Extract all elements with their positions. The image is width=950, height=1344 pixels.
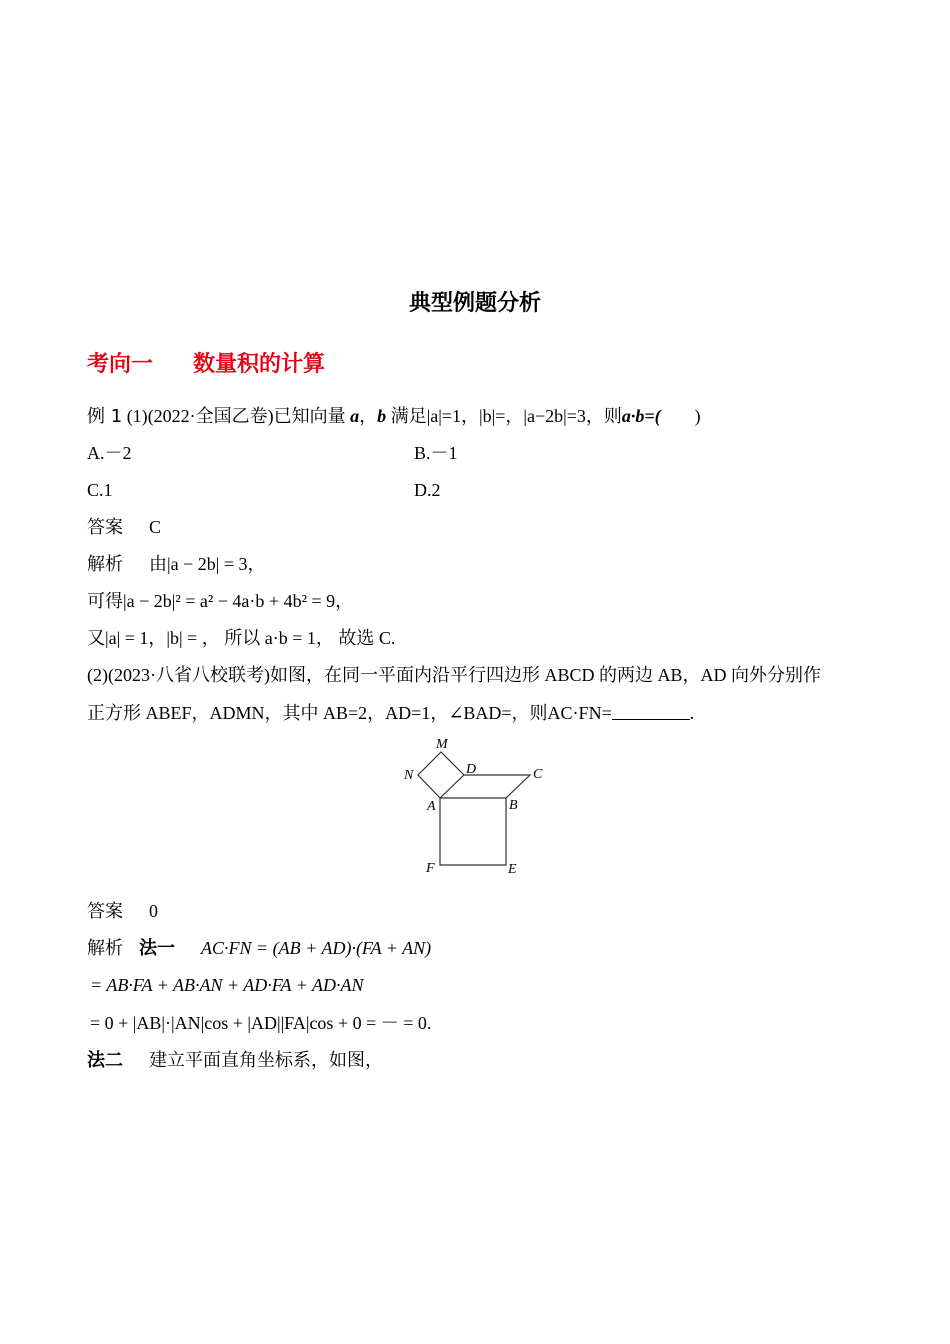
method-1-expr-1: AC·FN = (AB + AD)·(FA + AN) bbox=[201, 938, 432, 958]
option-b: B.－1 bbox=[414, 443, 458, 463]
option-c: C.1 bbox=[87, 480, 113, 500]
end-period: . bbox=[689, 703, 695, 723]
answer-label: 答案 bbox=[87, 517, 123, 538]
method-1-expr-3: = 0 + |AB|·|AN|cos + |AD||FA|cos + 0 = － = 0. bbox=[90, 1013, 432, 1033]
method-1-label: 法一 bbox=[139, 938, 175, 959]
label-b: B bbox=[509, 798, 518, 813]
answer-1 bbox=[87, 515, 161, 540]
page-title: 典型例题分析 bbox=[408, 290, 541, 315]
condition-3: |a−2b|=3， bbox=[523, 406, 604, 426]
analysis-label: 解析 bbox=[87, 554, 123, 575]
analysis-2-label: 解析 bbox=[87, 938, 123, 959]
condition-1: |a|=1， bbox=[426, 406, 480, 426]
vector-b: b bbox=[377, 406, 387, 426]
example-label: 例 1 bbox=[87, 406, 123, 427]
analysis-step-2: 可得|a − 2b|² = a² − 4a·b + 4b² = 9， bbox=[87, 591, 354, 611]
paren-close: ) bbox=[694, 406, 701, 426]
option-a: A.－2 bbox=[87, 443, 132, 463]
part-2-stem-line-2 bbox=[87, 701, 694, 725]
answer-2 bbox=[87, 899, 158, 924]
analysis-1-line-1 bbox=[87, 552, 266, 577]
answer-2-label: 答案 bbox=[87, 901, 123, 922]
part-2-source: (2023·八省八校联考) bbox=[108, 665, 270, 685]
source: (2022·全国乙卷) bbox=[147, 406, 274, 426]
analysis-step-3: 又|a| = 1，|b| = ， 所以 a·b = 1， 故选 C. bbox=[87, 628, 396, 648]
section-heading bbox=[87, 347, 325, 378]
label-f: F bbox=[426, 861, 435, 876]
part-2-stem-line-1 bbox=[87, 663, 821, 687]
label-e: E bbox=[508, 862, 517, 877]
option-d: D.2 bbox=[414, 480, 441, 500]
geometry-figure bbox=[398, 732, 558, 882]
method-1-line-1 bbox=[87, 936, 431, 961]
satisfy-text: 满足 bbox=[390, 406, 427, 426]
part-2-stem-2: 正方形 ABEF，ADMN，其中 AB=2，AD=1，∠BAD=，则AC·FN= bbox=[87, 703, 612, 723]
label-a: A bbox=[427, 799, 436, 814]
square-abef bbox=[440, 798, 506, 865]
label-m: M bbox=[436, 737, 448, 752]
section-name: 数量积的计算 bbox=[193, 351, 326, 376]
analysis-step-1: 由|a − 2b| = 3， bbox=[149, 554, 266, 574]
answer-blank bbox=[612, 703, 690, 720]
method-2-label: 法二 bbox=[87, 1050, 123, 1071]
method-2-text: 建立平面直角坐标系，如图， bbox=[149, 1050, 383, 1070]
example-1-stem bbox=[87, 404, 701, 429]
answer-value: C bbox=[149, 517, 162, 537]
label-n: N bbox=[404, 768, 414, 783]
stem-text: 已知向量 bbox=[273, 406, 346, 426]
method-1-expr-2: = AB·FA + AB·AN + AD·FA + AD·AN bbox=[90, 975, 364, 995]
vector-a: a bbox=[350, 406, 360, 426]
part-2-stem-1: 如图，在同一平面内沿平行四边形 ABCD 的两边 AB，AD 向外分别作 bbox=[269, 665, 821, 685]
answer-2-value: 0 bbox=[149, 901, 158, 921]
condition-2: |b|=， bbox=[479, 406, 524, 426]
parallelogram-abcd bbox=[440, 775, 530, 798]
question-expr: a·b=( bbox=[621, 406, 661, 426]
part-2-number: (2) bbox=[87, 665, 108, 685]
then-text: 则 bbox=[603, 406, 622, 426]
part-number: (1) bbox=[126, 406, 148, 426]
method-2-line bbox=[87, 1048, 383, 1073]
comma: ， bbox=[359, 406, 378, 426]
label-d: D bbox=[466, 762, 477, 777]
section-label: 考向一 bbox=[87, 351, 154, 376]
label-c: C bbox=[533, 767, 543, 782]
square-admn bbox=[418, 752, 464, 798]
